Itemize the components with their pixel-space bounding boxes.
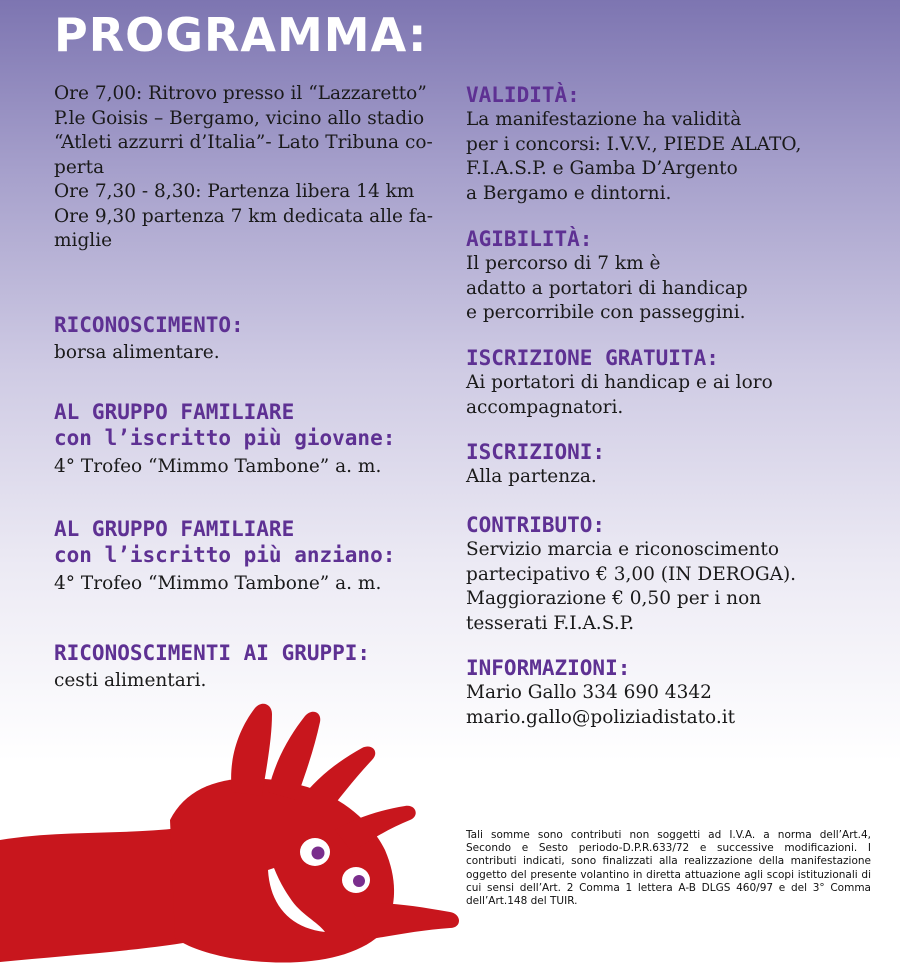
section-contributo	[466, 512, 866, 636]
section-text: borsa alimentare.	[54, 342, 220, 363]
section-heading: VALIDITÀ:	[466, 83, 580, 107]
section-heading: ISCRIZIONE GRATUITA:	[466, 346, 719, 370]
section-riconoscimenti-gruppi	[54, 640, 444, 694]
section-iscrizione-gratuita	[466, 345, 866, 420]
section-heading: AL GRUPPO FAMILIARE con l’iscritto più anziano:	[54, 517, 396, 567]
programma-text: Ore 7,00: Ritrovo presso il “Lazzaretto” P.le Goisis – Bergamo, vicino allo stadio “Atleti azzurri d’Italia”- Lato Tribuna co- perta Ore 7,30 - 8,30: Partenza libera 14 km Ore 9,30 partenza 7 km dedicata alle fa- miglie	[54, 83, 433, 251]
section-text: Ai portatori di handicap e ai loro accompagnatori.	[466, 372, 773, 418]
section-informazioni	[466, 655, 866, 730]
section-iscrizioni	[466, 439, 866, 490]
section-text: Alla partenza.	[466, 466, 597, 487]
section-text: 4° Trofeo “Mimmo Tambone” a. m.	[54, 573, 382, 594]
section-agibilita	[466, 226, 866, 326]
section-heading: INFORMAZIONI:	[466, 656, 631, 680]
legal-footnote: Tali somme sono contributi non soggetti ad I.V.A. a norma dell’Art.4, Secondo e Sesto periodo-D.P.R.633/72 e successive modificazioni. I contributi indicati, sono finalizzati alla realizzazione della manifestazione oggetto del presente volantino in diretta attuazione agli scopi istituzionali di cui sensi dell’Art. 2 Comma 1 lettera A-B DLGS 460/97 e del 3° Comma dell’Art.148 del TUIR.	[466, 829, 871, 908]
section-text: Il percorso di 7 km è adatto a portatori di handicap e percorribile con passeggini.	[466, 253, 748, 323]
red-hand-icon	[0, 700, 470, 976]
section-gruppo-giovane	[54, 399, 444, 480]
section-heading: CONTRIBUTO:	[466, 513, 606, 537]
section-validita	[466, 82, 866, 206]
section-text: Mario Gallo 334 690 4342 mario.gallo@poliziadistato.it	[466, 682, 736, 728]
section-heading: AGIBILITÀ:	[466, 227, 593, 251]
section-heading: RICONOSCIMENTO:	[54, 313, 244, 337]
section-heading: AL GRUPPO FAMILIARE con l’iscritto più giovane:	[54, 400, 396, 450]
section-text: 4° Trofeo “Mimmo Tambone” a. m.	[54, 456, 382, 477]
section-text: La manifestazione ha validità per i concorsi: I.V.V., PIEDE ALATO, F.I.A.S.P. e Gamba D’Argento a Bergamo e dintorni.	[466, 109, 802, 204]
section-riconoscimento	[54, 312, 444, 366]
section-heading: RICONOSCIMENTI AI GRUPPI:	[54, 641, 371, 665]
section-gruppo-anziano	[54, 516, 444, 597]
section-text: cesti alimentari.	[54, 670, 207, 691]
section-heading: ISCRIZIONI:	[466, 440, 606, 464]
section-text: Servizio marcia e riconoscimento partecipativo € 3,00 (IN DEROGA). Maggiorazione € 0,50 per i non tesserati F.I.A.S.P.	[466, 539, 797, 634]
page-title: PROGRAMMA:	[54, 8, 428, 62]
